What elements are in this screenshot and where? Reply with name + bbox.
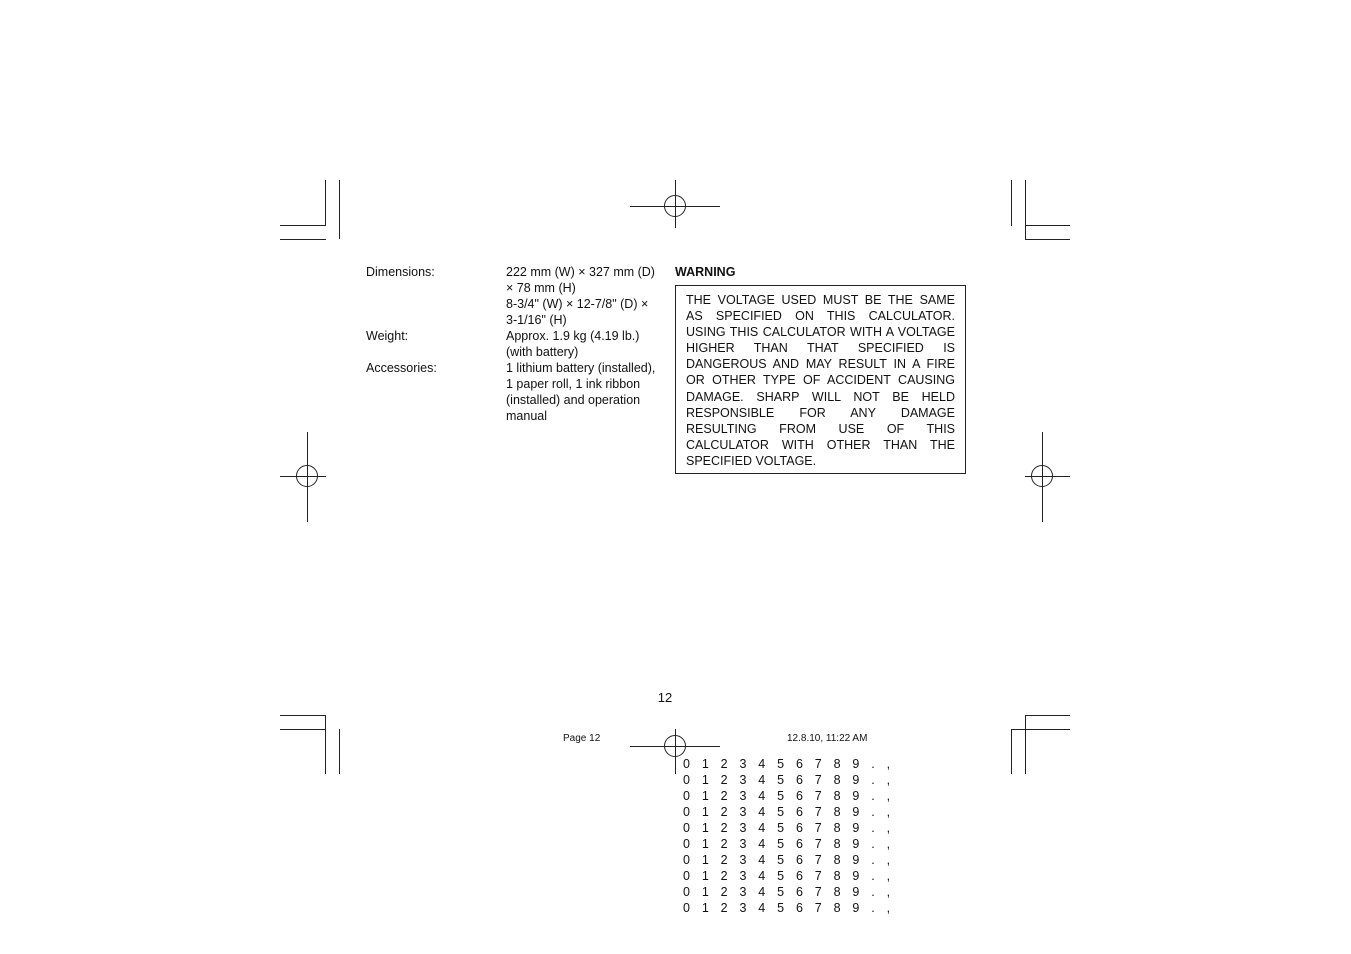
- digit-test-block: [683, 756, 894, 916]
- crop-mark: [1011, 729, 1070, 730]
- specifications-list: [366, 264, 657, 424]
- warning-line: SPECIFIED VOLTAGE.: [686, 453, 817, 468]
- warning-line: AS SPECIFIED ON THIS CALCULATOR.: [686, 309, 955, 324]
- crop-mark: [280, 225, 326, 226]
- crop-mark: [325, 180, 326, 226]
- warning-line: DAMAGE. SHARP WILL NOT BE HELD: [686, 389, 955, 404]
- warning-line: THE VOLTAGE USED MUST BE THE SAME: [686, 293, 955, 307]
- spec-accessories: [366, 360, 657, 424]
- digit-row: 0 1 2 3 4 5 6 7 8 9 . ,: [683, 901, 895, 915]
- footer-page-label: Page 12: [563, 733, 601, 744]
- warning-line: HIGHER THAN THAT SPECIFIED IS: [686, 341, 955, 356]
- footer-timestamp: 12.8.10, 11:22 AM: [787, 733, 868, 744]
- crop-mark: [1011, 180, 1012, 226]
- digit-row: 0 1 2 3 4 5 6 7 8 9 . ,: [683, 821, 895, 835]
- warning-line: CALCULATOR WITH OTHER THAN THE: [686, 437, 955, 452]
- warning-line: RESULTING FROM USE OF THIS: [686, 421, 955, 436]
- warning-line: USING THIS CALCULATOR WITH A VOLTAGE: [686, 325, 955, 340]
- crop-mark: [1025, 180, 1026, 239]
- crop-mark: [339, 729, 340, 774]
- warning-line: DANGEROUS AND MAY RESULT IN A FIRE: [686, 357, 955, 372]
- digit-row: 0 1 2 3 4 5 6 7 8 9 . ,: [683, 869, 895, 883]
- digit-row: 0 1 2 3 4 5 6 7 8 9 . ,: [683, 837, 895, 851]
- crop-mark: [1025, 239, 1070, 240]
- warning-title: WARNING: [675, 265, 736, 279]
- crop-mark: [1025, 715, 1070, 716]
- spec-value: 222 mm (W) × 327 mm (D) × 78 mm (H) 8-3/4" (W) × 12-7/8" (D) × 3-1/16" (H): [506, 265, 655, 327]
- spec-label: Dimensions:: [366, 265, 435, 279]
- digit-row: 0 1 2 3 4 5 6 7 8 9 . ,: [683, 885, 895, 899]
- spec-weight: [366, 328, 657, 360]
- digit-row: 0 1 2 3 4 5 6 7 8 9 . ,: [683, 853, 895, 867]
- digit-row: 0 1 2 3 4 5 6 7 8 9 . ,: [683, 805, 895, 819]
- spec-value: Approx. 1.9 kg (4.19 lb.) (with battery): [506, 329, 640, 359]
- warning-line: RESPONSIBLE FOR ANY DAMAGE: [686, 405, 955, 420]
- spec-label: Accessories:: [366, 361, 437, 375]
- crop-mark: [1025, 225, 1070, 226]
- crop-mark: [280, 729, 326, 730]
- spec-value: 1 lithium battery (installed), 1 paper roll, 1 ink ribbon (installed) and operation manual: [506, 361, 656, 423]
- crop-mark: [325, 715, 326, 774]
- digit-row: 0 1 2 3 4 5 6 7 8 9 . ,: [683, 789, 895, 803]
- crop-mark: [339, 180, 340, 239]
- warning-box: [675, 285, 966, 474]
- crop-mark: [280, 239, 326, 240]
- digit-row: 0 1 2 3 4 5 6 7 8 9 . ,: [683, 773, 895, 787]
- digit-row: 0 1 2 3 4 5 6 7 8 9 . ,: [683, 757, 895, 771]
- warning-line: OR OTHER TYPE OF ACCIDENT CAUSING: [686, 373, 955, 388]
- spec-label: Weight:: [366, 329, 409, 343]
- crop-mark: [1025, 715, 1026, 774]
- page-number: 12: [657, 690, 673, 705]
- crop-mark: [1011, 729, 1012, 774]
- crop-mark: [280, 715, 326, 716]
- spec-dimensions: [366, 264, 657, 328]
